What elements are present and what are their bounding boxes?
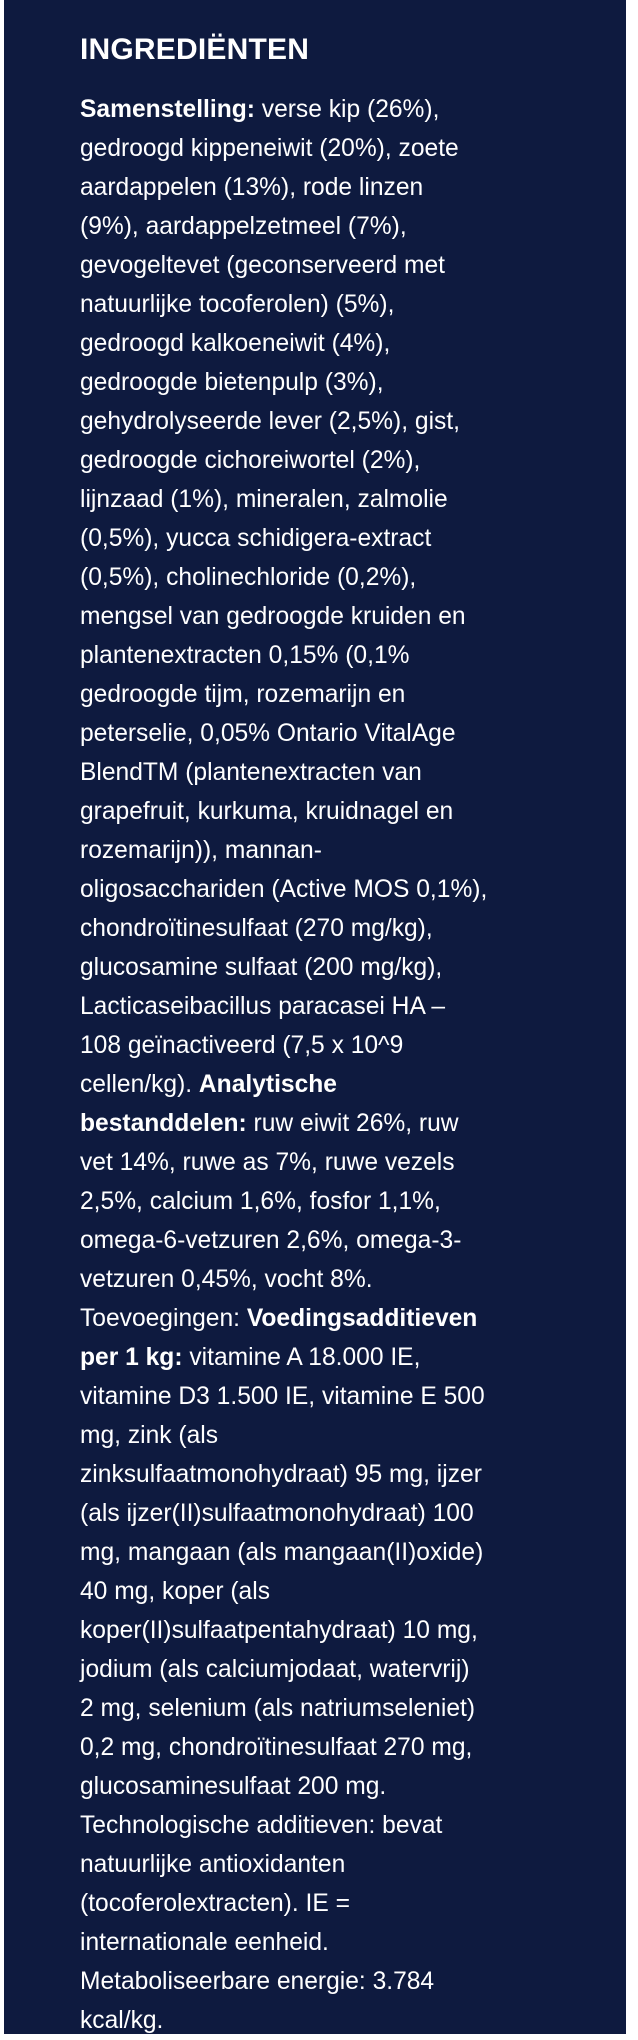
ingredients-line	[80, 1416, 580, 1455]
text-segment: vitamine A 18.000 IE,	[182, 1344, 421, 1371]
ingredients-line	[80, 1104, 580, 1143]
text-segment: gedroogde cichoreiwortel (2%),	[80, 447, 421, 474]
text-segment: rozemarijn)), mannan-	[80, 837, 322, 864]
ingredients-line	[80, 129, 580, 168]
ingredients-line	[80, 1143, 580, 1182]
text-segment: jodium (als calciumjodaat, watervrij)	[80, 1656, 470, 1683]
ingredients-line	[80, 1494, 580, 1533]
text-segment: oligosacchariden (Active MOS 0,1%),	[80, 876, 488, 903]
text-segment: mg, mangaan (als mangaan(II)oxide)	[80, 1539, 484, 1566]
text-segment: gedroogd kalkoeneiwit (4%),	[80, 330, 391, 357]
text-segment: Metaboliseerbare energie: 3.784	[80, 1968, 435, 1995]
bold-label: Voedingsadditieven	[246, 1305, 478, 1332]
section-title: INGREDIËNTEN	[80, 33, 310, 66]
text-segment: internationale eenheid.	[80, 1929, 329, 1956]
ingredients-line	[80, 753, 580, 792]
ingredients-line	[80, 480, 580, 519]
text-segment: plantenextracten 0,15% (0,1%	[80, 642, 410, 669]
text-segment: verse kip (26%),	[254, 96, 440, 123]
text-segment: 2 mg, selenium (als natriumseleniet)	[80, 1695, 476, 1722]
ingredients-text	[80, 90, 580, 2040]
text-segment: mg, zink (als	[80, 1422, 219, 1449]
text-segment: peterselie, 0,05% Ontario VitalAge	[80, 720, 456, 747]
text-segment: chondroïtinesulfaat (270 mg/kg),	[80, 915, 433, 942]
ingredients-line	[80, 1611, 580, 1650]
bold-label: bestanddelen:	[80, 1110, 247, 1137]
ingredients-line	[80, 168, 580, 207]
ingredients-line	[80, 363, 580, 402]
ingredients-line	[80, 2001, 580, 2040]
ingredients-line	[80, 1962, 580, 2001]
ingredients-line	[80, 987, 580, 1026]
text-segment: 108 geïnactiveerd (7,5 x 10^9	[80, 1032, 404, 1059]
ingredients-line	[80, 1260, 580, 1299]
ingredients-line	[80, 909, 580, 948]
text-segment: Lacticaseibacillus paracasei HA –	[80, 993, 446, 1020]
ingredients-line	[80, 441, 580, 480]
ingredients-line	[80, 870, 580, 909]
ingredients-line	[80, 1689, 580, 1728]
text-segment: koper(II)sulfaatpentahydraat) 10 mg,	[80, 1617, 478, 1644]
ingredients-line	[80, 636, 580, 675]
text-segment: cellen/kg).	[80, 1071, 199, 1098]
text-segment: Technologische additieven: bevat	[80, 1812, 443, 1839]
text-segment: vet 14%, ruwe as 7%, ruwe vezels	[80, 1149, 455, 1176]
text-segment: (0,5%), cholinechloride (0,2%),	[80, 564, 417, 591]
text-segment: 2,5%, calcium 1,6%, fosfor 1,1%,	[80, 1188, 441, 1215]
ingredients-line	[80, 1065, 580, 1104]
ingredients-line	[80, 1923, 580, 1962]
ingredients-line	[80, 1377, 580, 1416]
text-segment: natuurlijke tocoferolen) (5%),	[80, 291, 395, 318]
text-segment: glucosaminesulfaat 200 mg.	[80, 1773, 387, 1800]
ingredients-panel	[4, 0, 626, 2034]
bold-label: per 1 kg:	[80, 1344, 183, 1371]
text-segment: (0,5%), yucca schidigera-extract	[80, 525, 432, 552]
text-segment: 40 mg, koper (als	[80, 1578, 271, 1605]
text-segment: lijnzaad (1%), mineralen, zalmolie	[80, 486, 448, 513]
text-segment: aardappelen (13%), rode linzen	[80, 174, 424, 201]
ingredients-line	[80, 207, 580, 246]
text-segment: grapefruit, kurkuma, kruidnagel en	[80, 798, 454, 825]
ingredients-line	[80, 597, 580, 636]
text-segment: (9%), aardappelzetmeel (7%),	[80, 213, 407, 240]
text-segment: gehydrolyseerde lever (2,5%), gist,	[80, 408, 461, 435]
ingredients-line	[80, 831, 580, 870]
text-segment: ruw eiwit 26%, ruw	[246, 1110, 459, 1137]
text-segment: Toevoegingen:	[80, 1305, 247, 1332]
text-segment: omega-6-vetzuren 2,6%, omega-3-	[80, 1227, 462, 1254]
text-segment: gedroogd kippeneiwit (20%), zoete	[80, 135, 459, 162]
ingredients-line	[80, 90, 580, 129]
ingredients-line	[80, 1728, 580, 1767]
ingredients-line	[80, 792, 580, 831]
ingredients-line	[80, 1650, 580, 1689]
ingredients-line	[80, 1845, 580, 1884]
ingredients-line	[80, 1806, 580, 1845]
ingredients-line	[80, 285, 580, 324]
text-segment: natuurlijke antioxidanten	[80, 1851, 346, 1878]
text-segment: BlendTM (plantenextracten van	[80, 759, 422, 786]
ingredients-line	[80, 1221, 580, 1260]
text-segment: vitamine D3 1.500 IE, vitamine E 500	[80, 1383, 485, 1410]
text-segment: mengsel van gedroogde kruiden en	[80, 603, 466, 630]
ingredients-line	[80, 324, 580, 363]
text-segment: 0,2 mg, chondroïtinesulfaat 270 mg,	[80, 1734, 473, 1761]
ingredients-line	[80, 558, 580, 597]
text-segment: kcal/kg.	[80, 2007, 164, 2034]
bold-label: Samenstelling:	[80, 96, 255, 123]
text-segment: gedroogde tijm, rozemarijn en	[80, 681, 406, 708]
text-segment: (als ijzer(II)sulfaatmonohydraat) 100	[80, 1500, 474, 1527]
ingredients-line	[80, 519, 580, 558]
ingredients-line	[80, 1572, 580, 1611]
ingredients-line	[80, 402, 580, 441]
ingredients-line	[80, 1026, 580, 1065]
ingredients-line	[80, 714, 580, 753]
ingredients-line	[80, 1338, 580, 1377]
ingredients-line	[80, 1299, 580, 1338]
ingredients-line	[80, 1884, 580, 1923]
ingredients-line	[80, 1455, 580, 1494]
ingredients-line	[80, 948, 580, 987]
text-segment: gevogeltevet (geconserveerd met	[80, 252, 446, 279]
ingredients-line	[80, 246, 580, 285]
bold-label: Analytische	[198, 1071, 337, 1098]
ingredients-line	[80, 1182, 580, 1221]
text-segment: glucosamine sulfaat (200 mg/kg),	[80, 954, 443, 981]
ingredients-line	[80, 675, 580, 714]
ingredients-line	[80, 1533, 580, 1572]
ingredients-line	[80, 1767, 580, 1806]
text-segment: gedroogde bietenpulp (3%),	[80, 369, 384, 396]
text-segment: vetzuren 0,45%, vocht 8%.	[80, 1266, 373, 1293]
text-segment: (tocoferolextracten). IE =	[80, 1890, 350, 1917]
text-segment: zinksulfaatmonohydraat) 95 mg, ijzer	[80, 1461, 482, 1488]
